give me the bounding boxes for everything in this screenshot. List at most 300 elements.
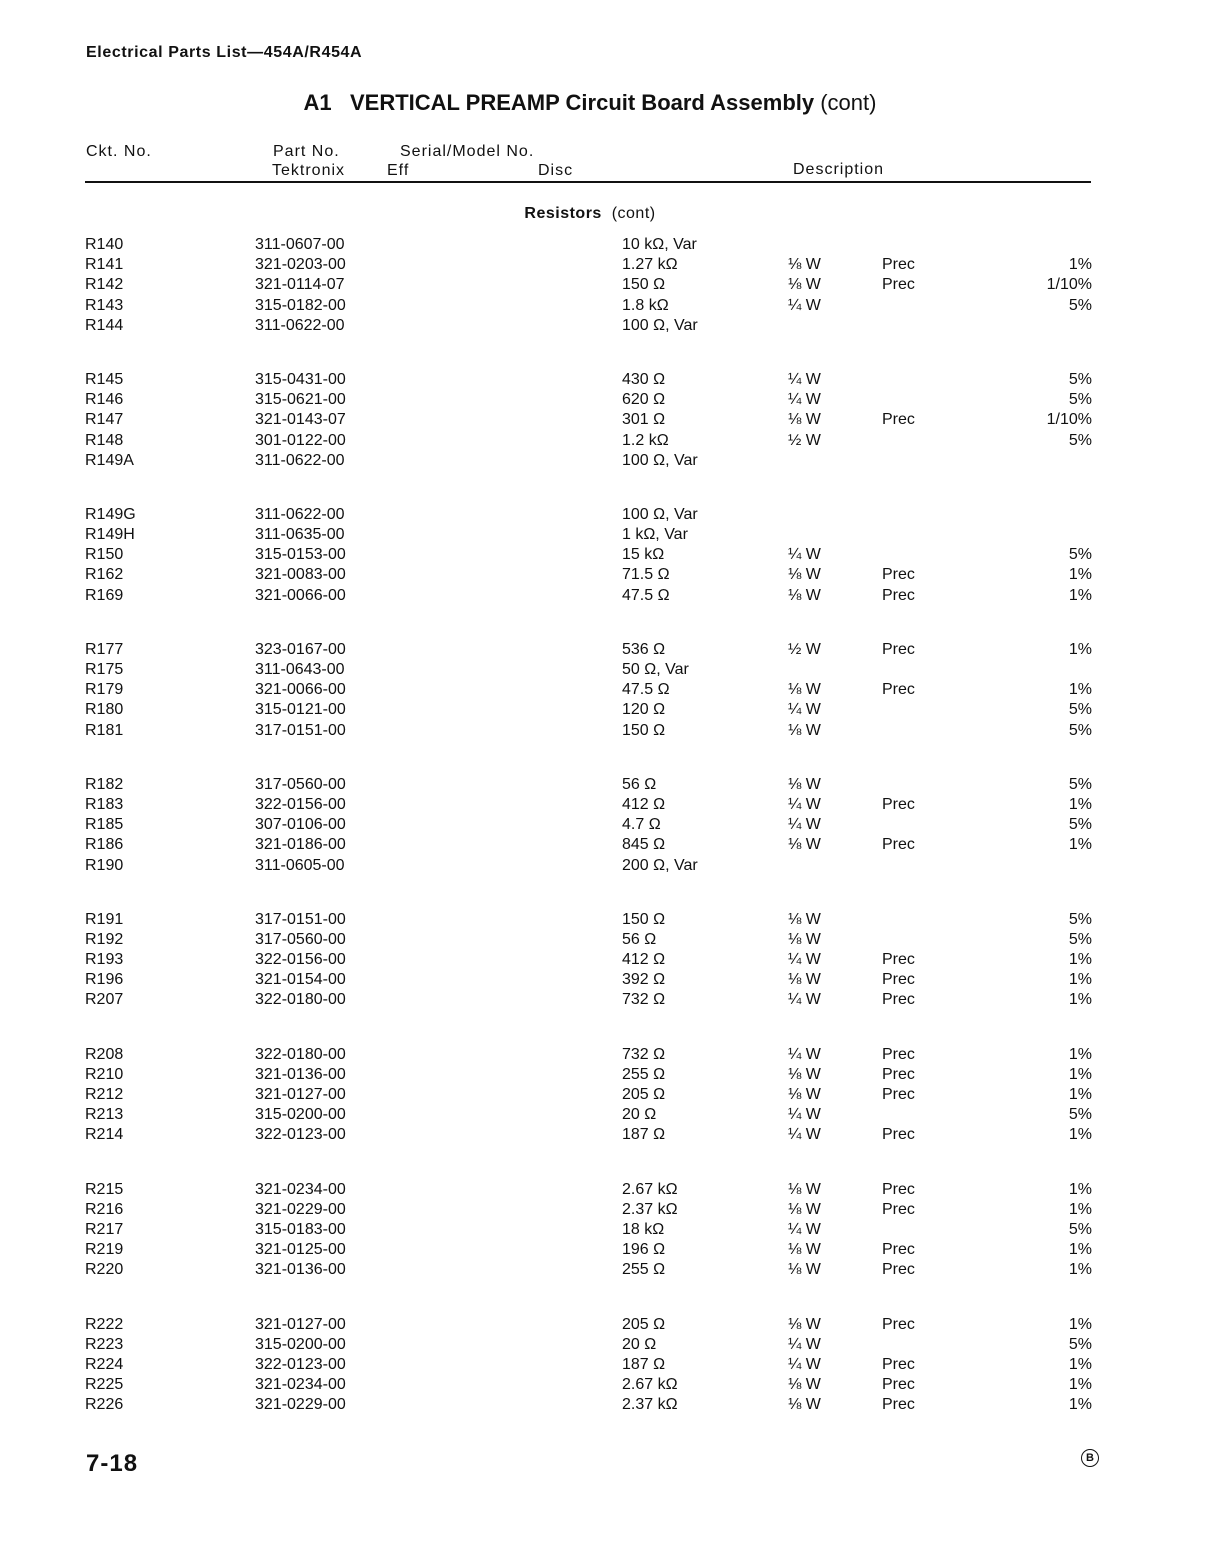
table-row <box>0 1126 1220 1146</box>
tolerance-cell: 1/10% <box>1046 411 1092 429</box>
wattage-cell: ⅛ W <box>788 930 821 948</box>
ckt-no-cell: R208 <box>85 1045 124 1063</box>
part-no-cell: 322-0156-00 <box>255 951 346 969</box>
tolerance-cell: 1% <box>1068 1126 1092 1144</box>
wattage-cell: ⅛ W <box>788 1241 821 1259</box>
table-row <box>0 1221 1220 1241</box>
table-row <box>0 371 1220 391</box>
tolerance-cell: 1% <box>1068 836 1092 854</box>
value-cell: 205 Ω <box>622 1315 666 1333</box>
parts-table <box>0 236 1220 1450</box>
wattage-cell: ⅛ W <box>788 1396 821 1414</box>
ckt-no-cell: R217 <box>85 1220 124 1238</box>
tolerance-cell: 1% <box>1068 1200 1092 1218</box>
part-no-cell: 315-0153-00 <box>255 546 346 564</box>
tolerance-cell: 1% <box>1068 795 1092 813</box>
ckt-no-cell: R180 <box>85 701 124 719</box>
row-group <box>0 1181 1220 1282</box>
part-no-cell: 321-0154-00 <box>255 971 346 989</box>
part-no-cell: 301-0122-00 <box>255 431 346 449</box>
value-cell: 412 Ω <box>622 951 666 969</box>
section-heading <box>0 205 1180 223</box>
value-cell: 150 Ω <box>622 721 666 739</box>
tolerance-cell: 5% <box>1068 1106 1092 1124</box>
part-no-cell: 321-0125-00 <box>255 1241 346 1259</box>
precision-cell: Prec <box>882 256 915 274</box>
precision-cell: Prec <box>882 1241 915 1259</box>
table-row <box>0 661 1220 681</box>
header-serial-model: Serial/Model No. <box>400 143 535 160</box>
tolerance-cell: 1% <box>1068 1065 1092 1083</box>
wattage-cell: ⅛ W <box>788 1376 821 1394</box>
wattage-cell: ¼ W <box>788 1126 821 1144</box>
precision-cell: Prec <box>882 1200 915 1218</box>
part-no-cell: 315-0200-00 <box>255 1335 346 1353</box>
tolerance-cell: 5% <box>1068 1335 1092 1353</box>
precision-cell: Prec <box>882 991 915 1009</box>
precision-cell: Prec <box>882 1261 915 1279</box>
value-cell: 255 Ω <box>622 1065 666 1083</box>
wattage-cell: ⅛ W <box>788 1315 821 1333</box>
value-cell: 56 Ω <box>622 775 657 793</box>
ckt-no-cell: R145 <box>85 370 124 388</box>
wattage-cell: ⅛ W <box>788 1086 821 1103</box>
tolerance-cell: 1% <box>1068 1086 1092 1103</box>
row-group <box>0 236 1220 337</box>
value-cell: 4.7 Ω <box>622 816 661 834</box>
wattage-cell: ¼ W <box>788 795 821 813</box>
ckt-no-cell: R143 <box>85 296 124 314</box>
part-no-cell: 322-0180-00 <box>255 991 346 1009</box>
tolerance-cell: 1% <box>1068 951 1092 969</box>
ckt-no-cell: R215 <box>85 1180 124 1198</box>
part-no-cell: 311-0607-00 <box>255 236 345 253</box>
revision-mark: B <box>1081 1449 1099 1467</box>
wattage-cell: ¼ W <box>788 1106 821 1124</box>
tolerance-cell: 1% <box>1068 1045 1092 1063</box>
ckt-no-cell: R162 <box>85 566 124 584</box>
value-cell: 200 Ω, Var <box>622 856 698 874</box>
table-row <box>0 951 1220 971</box>
table-row <box>0 236 1220 256</box>
header-description: Description <box>793 161 885 178</box>
precision-cell: Prec <box>882 411 915 429</box>
precision-cell: Prec <box>882 1180 915 1198</box>
wattage-cell: ¼ W <box>788 701 821 719</box>
part-no-cell: 321-0136-00 <box>255 1065 346 1083</box>
wattage-cell: ¼ W <box>788 1220 821 1238</box>
precision-cell: Prec <box>882 1376 915 1394</box>
ckt-no-cell: R219 <box>85 1241 124 1259</box>
wattage-cell: ¼ W <box>788 991 821 1009</box>
ckt-no-cell: R169 <box>85 586 124 604</box>
value-cell: 20 Ω <box>622 1106 657 1124</box>
header-tektronix: Tektronix <box>272 162 346 179</box>
part-no-cell: 311-0622-00 <box>255 451 345 469</box>
part-no-cell: 307-0106-00 <box>255 816 346 834</box>
value-cell: 255 Ω <box>622 1261 666 1279</box>
wattage-cell: ¼ W <box>788 951 821 969</box>
part-no-cell: 321-0127-00 <box>255 1086 346 1103</box>
wattage-cell: ⅛ W <box>788 836 821 854</box>
table-row <box>0 391 1220 411</box>
value-cell: 47.5 Ω <box>622 681 670 699</box>
tolerance-cell: 1/10% <box>1046 276 1092 294</box>
tolerance-cell: 1% <box>1068 1355 1092 1373</box>
precision-cell: Prec <box>882 640 915 658</box>
tolerance-cell: 1% <box>1068 1376 1092 1394</box>
value-cell: 120 Ω <box>622 701 666 719</box>
ckt-no-cell: R223 <box>85 1335 124 1353</box>
ckt-no-cell: R179 <box>85 681 124 699</box>
tolerance-cell: 1% <box>1068 971 1092 989</box>
ckt-no-cell: R183 <box>85 795 124 813</box>
part-no-cell: 321-0203-00 <box>255 256 346 274</box>
ckt-no-cell: R140 <box>85 236 124 253</box>
value-cell: 100 Ω, Var <box>622 505 698 523</box>
table-row <box>0 971 1220 991</box>
ckt-no-cell: R146 <box>85 391 124 409</box>
part-no-cell: 321-0127-00 <box>255 1315 346 1333</box>
part-no-cell: 317-0560-00 <box>255 775 346 793</box>
ckt-no-cell: R177 <box>85 640 124 658</box>
part-no-cell: 321-0136-00 <box>255 1261 346 1279</box>
part-no-cell: 321-0066-00 <box>255 681 346 699</box>
tolerance-cell: 1% <box>1068 1180 1092 1198</box>
value-cell: 71.5 Ω <box>622 566 670 584</box>
value-cell: 205 Ω <box>622 1086 666 1103</box>
header-part-no: Part No. <box>273 143 340 160</box>
table-row <box>0 1046 1220 1066</box>
tolerance-cell: 1% <box>1068 1241 1092 1259</box>
running-head: Electrical Parts List—454A/R454A <box>86 44 363 61</box>
wattage-cell: ¼ W <box>788 1335 821 1353</box>
value-cell: 1.2 kΩ <box>622 431 669 449</box>
wattage-cell: ¼ W <box>788 391 821 409</box>
precision-cell: Prec <box>882 566 915 584</box>
page-number: 7-18 <box>86 1450 139 1477</box>
precision-cell: Prec <box>882 795 915 813</box>
precision-cell: Prec <box>882 681 915 699</box>
ckt-no-cell: R214 <box>85 1126 124 1144</box>
tolerance-cell: 5% <box>1068 1220 1092 1238</box>
ckt-no-cell: R141 <box>85 256 124 274</box>
value-cell: 50 Ω, Var <box>622 661 689 678</box>
table-row <box>0 452 1220 472</box>
value-cell: 47.5 Ω <box>622 586 670 604</box>
ckt-no-cell: R225 <box>85 1376 124 1394</box>
wattage-cell: ¼ W <box>788 1045 821 1063</box>
tolerance-cell: 5% <box>1068 775 1092 793</box>
ckt-no-cell: R186 <box>85 836 124 854</box>
tolerance-cell: 5% <box>1068 701 1092 719</box>
wattage-cell: ¼ W <box>788 546 821 564</box>
part-no-cell: 322-0123-00 <box>255 1126 346 1144</box>
wattage-cell: ⅛ W <box>788 910 821 928</box>
tolerance-cell: 1% <box>1068 256 1092 274</box>
row-group <box>0 641 1220 742</box>
row-group <box>0 1046 1220 1147</box>
part-no-cell: 315-0182-00 <box>255 296 346 314</box>
tolerance-cell: 1% <box>1068 991 1092 1009</box>
wattage-cell: ⅛ W <box>788 276 821 294</box>
part-no-cell: 311-0622-00 <box>255 505 345 523</box>
precision-cell: Prec <box>882 971 915 989</box>
table-row <box>0 701 1220 721</box>
part-no-cell: 321-0114-07 <box>255 276 345 294</box>
value-cell: 150 Ω <box>622 276 666 294</box>
row-group <box>0 506 1220 607</box>
precision-cell: Prec <box>882 1126 915 1144</box>
ckt-no-cell: R147 <box>85 411 124 429</box>
ckt-no-cell: R224 <box>85 1355 124 1373</box>
part-no-cell: 315-0183-00 <box>255 1220 346 1238</box>
ckt-no-cell: R216 <box>85 1200 124 1218</box>
table-row <box>0 1261 1220 1281</box>
tolerance-cell: 5% <box>1068 370 1092 388</box>
title-suffix: (cont) <box>820 90 877 115</box>
ckt-no-cell: R210 <box>85 1065 124 1083</box>
value-cell: 1 kΩ, Var <box>622 526 688 544</box>
ckt-no-cell: R192 <box>85 930 124 948</box>
table-row <box>0 1336 1220 1356</box>
ckt-no-cell: R149H <box>85 526 135 544</box>
wattage-cell: ⅛ W <box>788 1261 821 1279</box>
header-disc: Disc <box>538 162 574 179</box>
header-eff: Eff <box>387 162 410 179</box>
ckt-no-cell: R149A <box>85 451 134 469</box>
part-no-cell: 322-0123-00 <box>255 1355 346 1373</box>
ckt-no-cell: R212 <box>85 1086 124 1103</box>
value-cell: 2.67 kΩ <box>622 1376 678 1394</box>
title-main: VERTICAL PREAMP Circuit Board Assembly <box>349 90 815 115</box>
value-cell: 732 Ω <box>622 991 666 1009</box>
tolerance-cell: 1% <box>1068 681 1092 699</box>
part-no-cell: 321-0083-00 <box>255 566 346 584</box>
tolerance-cell: 1% <box>1068 586 1092 604</box>
value-cell: 2.37 kΩ <box>622 1200 678 1218</box>
ckt-no-cell: R150 <box>85 546 124 564</box>
value-cell: 430 Ω <box>622 370 666 388</box>
tolerance-cell: 1% <box>1068 640 1092 658</box>
ckt-no-cell: R196 <box>85 971 124 989</box>
value-cell: 150 Ω <box>622 910 666 928</box>
part-no-cell: 317-0151-00 <box>255 910 346 928</box>
precision-cell: Prec <box>882 1396 915 1414</box>
value-cell: 100 Ω, Var <box>622 451 698 469</box>
tolerance-cell: 5% <box>1068 721 1092 739</box>
ckt-no-cell: R191 <box>85 910 124 928</box>
table-row <box>0 1356 1220 1376</box>
page-title <box>0 90 1180 116</box>
value-cell: 620 Ω <box>622 391 666 409</box>
ckt-no-cell: R190 <box>85 856 124 874</box>
tolerance-cell: 5% <box>1068 930 1092 948</box>
table-row <box>0 1316 1220 1336</box>
part-no-cell: 317-0151-00 <box>255 721 346 739</box>
precision-cell: Prec <box>882 1065 915 1083</box>
part-no-cell: 311-0622-00 <box>255 316 345 334</box>
table-row <box>0 991 1220 1011</box>
table-row <box>0 1086 1220 1106</box>
section-suffix: (cont) <box>611 205 656 222</box>
wattage-cell: ⅛ W <box>788 411 821 429</box>
part-no-cell: 322-0180-00 <box>255 1045 346 1063</box>
row-group <box>0 1316 1220 1417</box>
table-row <box>0 641 1220 661</box>
part-no-cell: 321-0234-00 <box>255 1376 346 1394</box>
tolerance-cell: 5% <box>1068 816 1092 834</box>
part-no-cell: 317-0560-00 <box>255 930 346 948</box>
tolerance-cell: 5% <box>1068 546 1092 564</box>
precision-cell: Prec <box>882 586 915 604</box>
table-row <box>0 911 1220 931</box>
table-row <box>0 276 1220 296</box>
ckt-no-cell: R182 <box>85 775 124 793</box>
table-row <box>0 1396 1220 1416</box>
table-row <box>0 297 1220 317</box>
table-row <box>0 796 1220 816</box>
part-no-cell: 321-0186-00 <box>255 836 346 854</box>
part-no-cell: 321-0229-00 <box>255 1200 346 1218</box>
value-cell: 845 Ω <box>622 836 666 854</box>
table-row <box>0 722 1220 742</box>
row-group <box>0 776 1220 877</box>
table-row <box>0 432 1220 452</box>
ckt-no-cell: R220 <box>85 1261 124 1279</box>
table-row <box>0 411 1220 431</box>
precision-cell: Prec <box>882 276 915 294</box>
value-cell: 536 Ω <box>622 640 666 658</box>
table-row <box>0 1376 1220 1396</box>
value-cell: 187 Ω <box>622 1355 666 1373</box>
tolerance-cell: 5% <box>1068 391 1092 409</box>
value-cell: 56 Ω <box>622 930 657 948</box>
ckt-no-cell: R175 <box>85 661 124 678</box>
precision-cell: Prec <box>882 1355 915 1373</box>
table-row <box>0 681 1220 701</box>
table-row <box>0 857 1220 877</box>
precision-cell: Prec <box>882 1086 915 1103</box>
tolerance-cell: 1% <box>1068 1396 1092 1414</box>
part-no-cell: 315-0621-00 <box>255 391 346 409</box>
wattage-cell: ⅛ W <box>788 566 821 584</box>
tolerance-cell: 1% <box>1068 1261 1092 1279</box>
value-cell: 187 Ω <box>622 1126 666 1144</box>
value-cell: 2.37 kΩ <box>622 1396 678 1414</box>
table-row <box>0 931 1220 951</box>
part-no-cell: 315-0121-00 <box>255 701 346 719</box>
value-cell: 2.67 kΩ <box>622 1180 678 1198</box>
wattage-cell: ¼ W <box>788 370 821 388</box>
table-row <box>0 546 1220 566</box>
wattage-cell: ⅛ W <box>788 586 821 604</box>
value-cell: 18 kΩ <box>622 1220 665 1238</box>
wattage-cell: ⅛ W <box>788 1200 821 1218</box>
table-row <box>0 587 1220 607</box>
precision-cell: Prec <box>882 1315 915 1333</box>
ckt-no-cell: R181 <box>85 721 124 739</box>
tolerance-cell: 1% <box>1068 566 1092 584</box>
tolerance-cell: 5% <box>1068 910 1092 928</box>
table-row <box>0 566 1220 586</box>
part-no-cell: 321-0229-00 <box>255 1396 346 1414</box>
ckt-no-cell: R144 <box>85 316 124 334</box>
ckt-no-cell: R193 <box>85 951 124 969</box>
wattage-cell: ⅛ W <box>788 775 821 793</box>
part-no-cell: 323-0167-00 <box>255 640 346 658</box>
wattage-cell: ⅛ W <box>788 256 821 274</box>
wattage-cell: ¼ W <box>788 1355 821 1373</box>
ckt-no-cell: R149G <box>85 505 136 523</box>
wattage-cell: ½ W <box>788 640 821 658</box>
part-no-cell: 315-0200-00 <box>255 1106 346 1124</box>
header-rule <box>85 181 1091 183</box>
wattage-cell: ⅛ W <box>788 971 821 989</box>
table-row <box>0 776 1220 796</box>
part-no-cell: 321-0234-00 <box>255 1180 346 1198</box>
value-cell: 196 Ω <box>622 1241 666 1259</box>
value-cell: 412 Ω <box>622 795 666 813</box>
wattage-cell: ⅛ W <box>788 721 821 739</box>
table-row <box>0 836 1220 856</box>
wattage-cell: ⅛ W <box>788 1180 821 1198</box>
ckt-no-cell: R222 <box>85 1315 124 1333</box>
value-cell: 732 Ω <box>622 1045 666 1063</box>
table-row <box>0 526 1220 546</box>
row-group <box>0 371 1220 472</box>
table-row <box>0 1181 1220 1201</box>
table-row <box>0 816 1220 836</box>
title-prefix: A1 <box>303 90 332 115</box>
wattage-cell: ⅛ W <box>788 1065 821 1083</box>
ckt-no-cell: R148 <box>85 431 124 449</box>
value-cell: 10 kΩ, Var <box>622 236 697 253</box>
table-row <box>0 317 1220 337</box>
row-group <box>0 911 1220 1012</box>
value-cell: 392 Ω <box>622 971 666 989</box>
ckt-no-cell: R207 <box>85 991 124 1009</box>
table-row <box>0 256 1220 276</box>
section-title: Resistors <box>524 205 602 222</box>
value-cell: 100 Ω, Var <box>622 316 698 334</box>
tolerance-cell: 5% <box>1068 296 1092 314</box>
wattage-cell: ¼ W <box>788 816 821 834</box>
table-row <box>0 1201 1220 1221</box>
part-no-cell: 311-0643-00 <box>255 661 345 678</box>
table-row <box>0 1066 1220 1086</box>
part-no-cell: 311-0635-00 <box>255 526 345 544</box>
table-row <box>0 506 1220 526</box>
value-cell: 301 Ω <box>622 411 666 429</box>
header-ckt-no: Ckt. No. <box>86 143 152 160</box>
precision-cell: Prec <box>882 1045 915 1063</box>
ckt-no-cell: R185 <box>85 816 124 834</box>
part-no-cell: 315-0431-00 <box>255 370 346 388</box>
value-cell: 15 kΩ <box>622 546 665 564</box>
ckt-no-cell: R142 <box>85 276 124 294</box>
wattage-cell: ½ W <box>788 431 821 449</box>
wattage-cell: ¼ W <box>788 296 821 314</box>
precision-cell: Prec <box>882 836 915 854</box>
value-cell: 20 Ω <box>622 1335 657 1353</box>
value-cell: 1.8 kΩ <box>622 296 669 314</box>
table-row <box>0 1106 1220 1126</box>
tolerance-cell: 1% <box>1068 1315 1092 1333</box>
part-no-cell: 321-0143-07 <box>255 411 346 429</box>
wattage-cell: ⅛ W <box>788 681 821 699</box>
table-row <box>0 1241 1220 1261</box>
